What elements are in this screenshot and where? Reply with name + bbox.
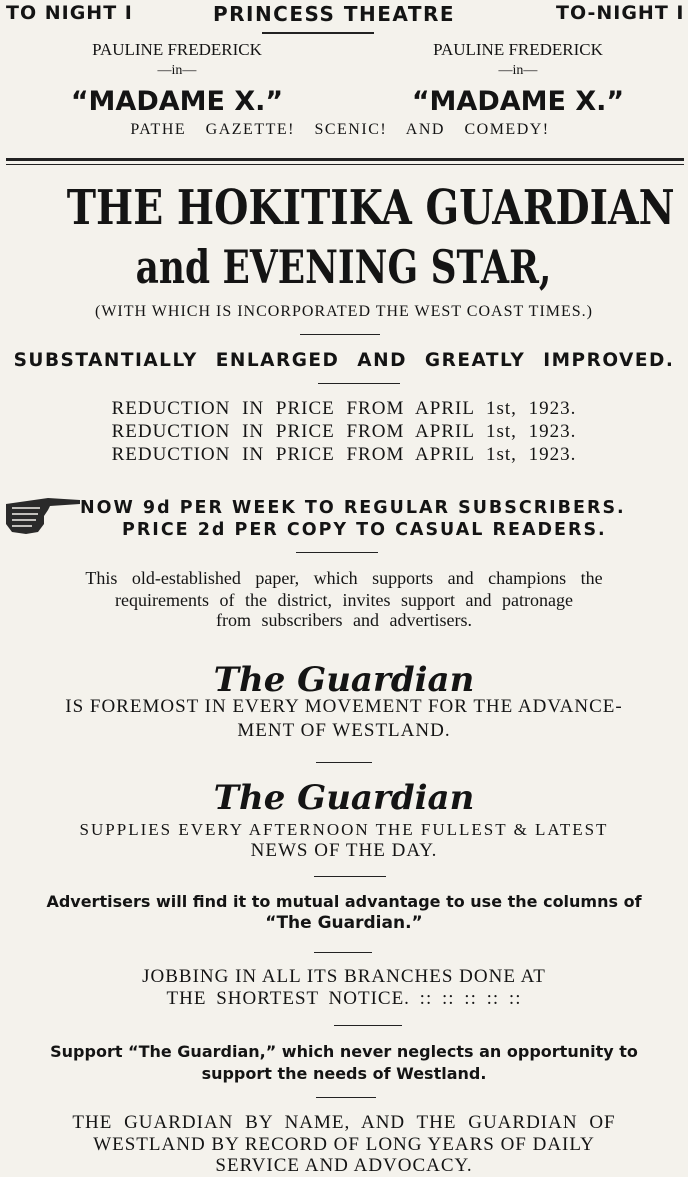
masthead-subtitle: and EVENING STAR, <box>136 240 552 294</box>
divider-3 <box>296 552 378 553</box>
guardian-2-line-2: NEWS OF THE DAY. <box>250 840 438 861</box>
masthead-subtitle-wrap <box>0 240 688 294</box>
heavy-rule-bottom <box>6 164 684 165</box>
intro-line-3: from subscribers and advertisers. <box>216 610 472 630</box>
closing-line-3: SERVICE AND ADVOCACY. <box>215 1155 473 1176</box>
right-in: —in— <box>498 63 538 78</box>
masthead-title-wrap <box>0 180 688 236</box>
theatre-right-tag: TO-NIGHT I <box>556 2 685 24</box>
theatre-extras: PATHE GAZETTE! SCENIC! AND COMEDY! <box>130 121 550 138</box>
left-film: “MADAME X.” <box>70 86 284 117</box>
incorporated-note: (WITH WHICH IS INCORPORATED THE WEST COAST TIMES.) <box>94 303 593 320</box>
theatre-name: PRINCESS THEATRE <box>212 2 456 26</box>
jobbing-line-2: THE SHORTEST NOTICE. :: :: :: :: :: <box>166 988 522 1009</box>
left-in: —in— <box>157 63 197 78</box>
guardian-1-line-1: IS FOREMOST IN EVERY MOVEMENT FOR THE ADVANCE- <box>65 696 623 717</box>
pointing-hand-icon <box>4 494 82 538</box>
divider-7 <box>334 1025 402 1026</box>
theatre-left-tag: TO NIGHT I <box>6 2 133 24</box>
price-line-1: NOW 9d PER WEEK TO REGULAR SUBSCRIBERS. <box>80 498 626 518</box>
guardian-heading-1: The Guardian <box>213 660 475 700</box>
intro-line-2: requirements of the district, invites support and patronage <box>115 590 573 610</box>
guardian-2-line-1: SUPPLIES EVERY AFTERNOON THE FULLEST & LATEST <box>79 820 609 839</box>
price-line-2: PRICE 2d PER COPY TO CASUAL READERS. <box>122 520 607 540</box>
enlarged-line: SUBSTANTIALLY ENLARGED AND GREATLY IMPROVED. <box>13 350 675 371</box>
advertisers-line-1: Advertisers will find it to mutual advantage to use the columns of <box>46 892 642 911</box>
right-star: PAULINE FREDERICK <box>433 40 603 59</box>
theatre-divider <box>262 32 374 34</box>
right-film: “MADAME X.” <box>411 86 625 117</box>
support-line-2: support the needs of Westland. <box>201 1064 487 1083</box>
reduction-line-3: REDUCTION IN PRICE FROM APRIL 1st, 1923. <box>111 444 577 465</box>
guardian-heading-2: The Guardian <box>213 778 475 818</box>
guardian-1-line-2: MENT OF WESTLAND. <box>237 720 451 741</box>
intro-line-1: This old-established paper, which supports and champions the <box>85 568 603 588</box>
advertisers-line-2: “The Guardian.” <box>265 913 423 933</box>
left-star: PAULINE FREDERICK <box>92 40 262 59</box>
jobbing-line-1: JOBBING IN ALL ITS BRANCHES DONE AT <box>142 966 546 987</box>
divider-6 <box>314 952 372 953</box>
divider-5 <box>314 876 386 877</box>
divider-1 <box>300 334 380 335</box>
reduction-line-1: REDUCTION IN PRICE FROM APRIL 1st, 1923. <box>111 398 577 419</box>
reduction-line-2: REDUCTION IN PRICE FROM APRIL 1st, 1923. <box>111 421 577 442</box>
divider-2 <box>318 383 400 384</box>
divider-8 <box>316 1097 376 1098</box>
masthead-title: THE HOKITIKA GUARDIAN <box>66 180 675 236</box>
closing-line-1: THE GUARDIAN BY NAME, AND THE GUARDIAN OF <box>72 1112 616 1133</box>
heavy-rule-top <box>6 158 684 161</box>
divider-4 <box>316 762 372 763</box>
support-line-1: Support “The Guardian,” which never neglects an opportunity to <box>50 1042 638 1061</box>
closing-line-2: WESTLAND BY RECORD OF LONG YEARS OF DAILY <box>93 1134 595 1155</box>
